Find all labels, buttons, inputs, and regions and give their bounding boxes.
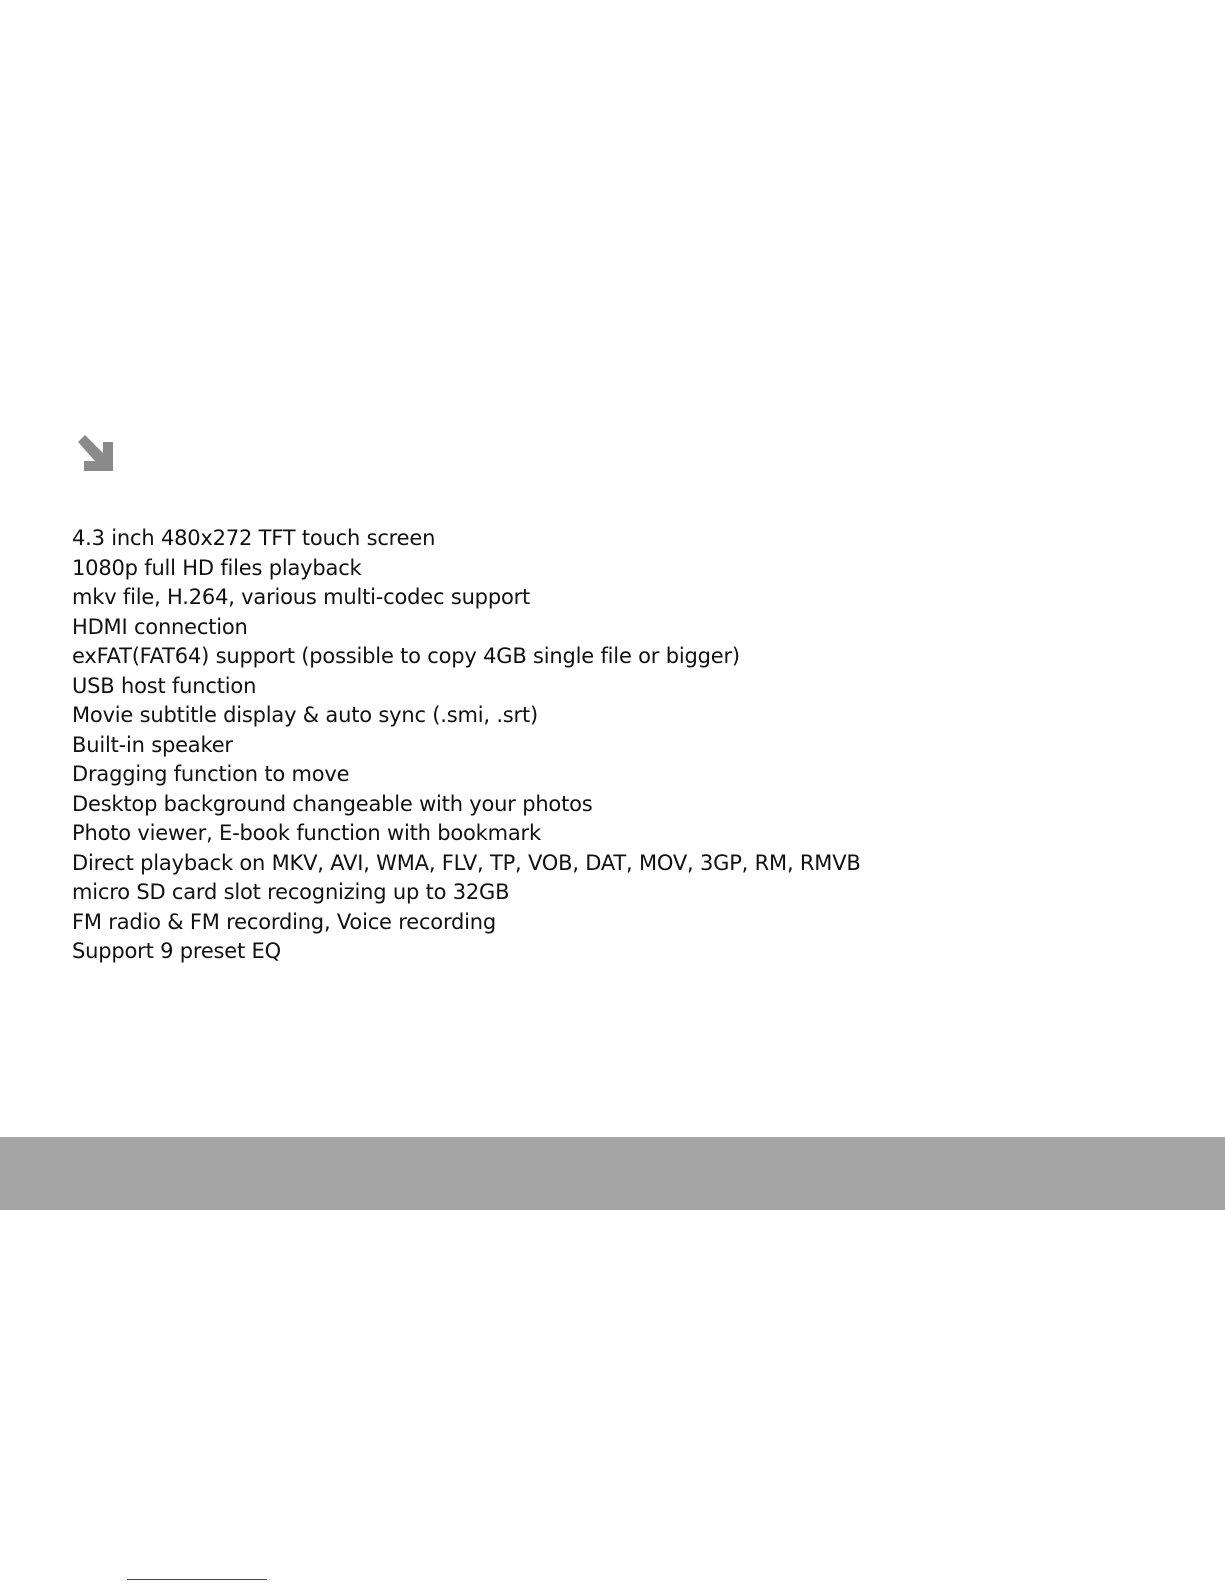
footer-band xyxy=(0,1137,1225,1210)
feature-item: USB host function xyxy=(72,673,257,698)
feature-item: Direct playback on MKV, AVI, WMA, FLV, TP, VOB, DAT, MOV, 3GP, RM, RMVB xyxy=(72,850,861,875)
feature-item: 4.3 inch 480x272 TFT touch screen xyxy=(72,526,436,550)
link-underline[interactable] xyxy=(127,1579,267,1580)
feature-item: Desktop background changeable with your photos xyxy=(72,791,593,816)
arrow-down-right-icon xyxy=(76,434,116,472)
feature-item: Photo viewer, E-book function with bookmark xyxy=(72,821,541,845)
feature-item: HDMI connection xyxy=(72,614,248,639)
feature-item: Movie subtitle display & auto sync (.smi, .srt) xyxy=(72,703,538,727)
feature-item: 1080p full HD files playback xyxy=(72,555,362,580)
feature-item: FM radio & FM recording, Voice recording xyxy=(72,909,497,934)
feature-list xyxy=(72,524,861,967)
feature-item: exFAT(FAT64) support (possible to copy 4GB single file or bigger) xyxy=(72,644,740,668)
feature-item: Dragging function to move xyxy=(72,762,350,786)
feature-item: mkv file, H.264, various multi-codec support xyxy=(72,585,531,609)
feature-item: Built-in speaker xyxy=(72,732,233,757)
feature-item: micro SD card slot recognizing up to 32GB xyxy=(72,880,510,904)
feature-item: Support 9 preset EQ xyxy=(72,939,281,963)
